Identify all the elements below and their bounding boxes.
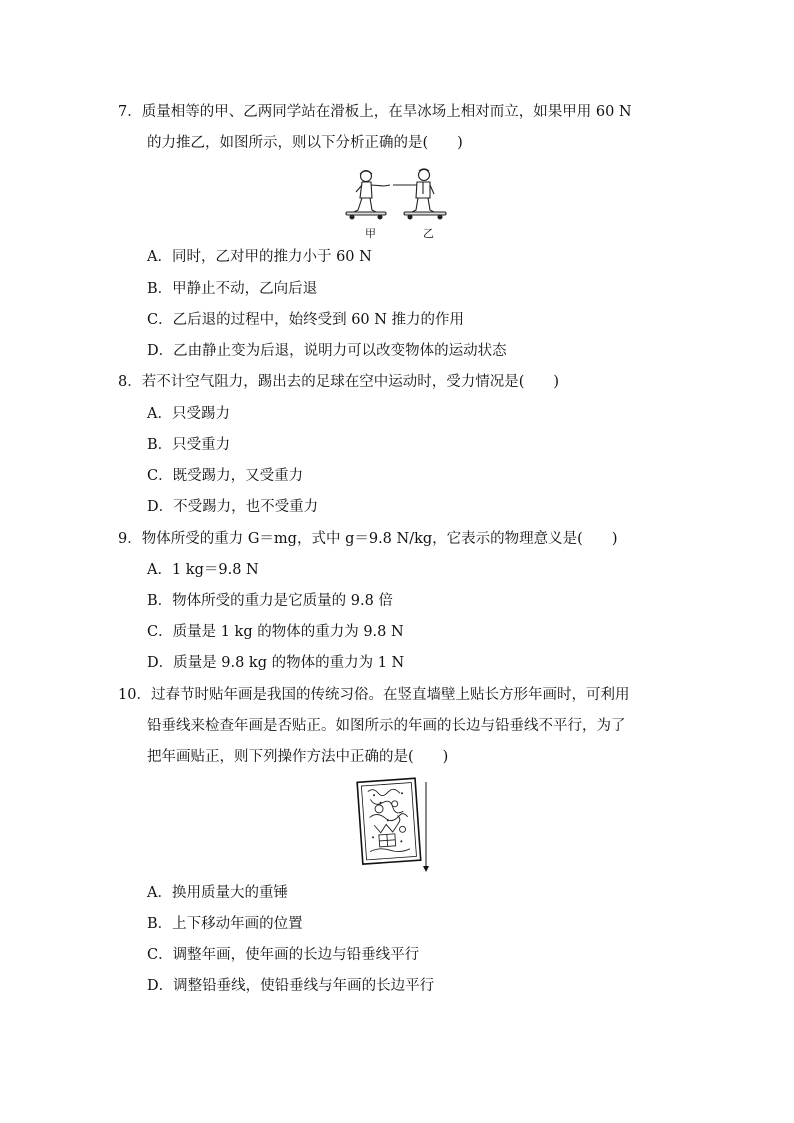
question-9-option-a[interactable]: A．1 kg＝9.8 N bbox=[147, 562, 259, 578]
question-10-stem-line-3: 把年画贴正，则下列操作方法中正确的是( ) bbox=[147, 749, 449, 765]
question-8-option-c[interactable]: C．既受踢力，又受重力 bbox=[147, 468, 304, 484]
question-7-option-a[interactable]: A．同时，乙对甲的推力小于 60 N bbox=[147, 249, 372, 265]
question-7-stem-text-1: 质量相等的甲、乙两同学站在滑板上，在旱冰场上相对而立，如果甲用 60 N bbox=[141, 104, 632, 120]
skateboard-push-figure bbox=[338, 166, 458, 228]
question-8-stem-line-1 bbox=[118, 372, 559, 392]
question-9-stem-text-1: 物体所受的重力 G＝mg，式中 g＝9.8 N/kg，它表示的物理意义是( ) bbox=[141, 531, 618, 547]
question-10-stem-line-1 bbox=[118, 685, 629, 705]
question-10-option-b[interactable]: B．上下移动年画的位置 bbox=[147, 916, 303, 932]
question-7-option-d[interactable]: D．乙由静止变为后退，说明力可以改变物体的运动状态 bbox=[147, 343, 507, 359]
question-8-number: 8． bbox=[118, 374, 142, 390]
question-10-option-a[interactable]: A．换用质量大的重锤 bbox=[147, 885, 288, 901]
question-9-number: 9． bbox=[118, 531, 142, 547]
question-8-stem-text-1: 若不计空气阻力，踢出去的足球在空中运动时，受力情况是( ) bbox=[141, 374, 560, 390]
question-9-stem-line-1 bbox=[118, 529, 617, 549]
question-10-number: 10． bbox=[118, 687, 151, 703]
question-9-option-d[interactable]: D．质量是 9.8 kg 的物体的重力为 1 N bbox=[147, 655, 405, 671]
question-9-option-c[interactable]: C．质量是 1 kg 的物体的重力为 9.8 N bbox=[147, 624, 404, 640]
question-7-option-b[interactable]: B．甲静止不动，乙向后退 bbox=[147, 281, 318, 297]
question-8-option-d[interactable]: D．不受踢力，也不受重力 bbox=[147, 499, 319, 515]
question-7-option-c[interactable]: C．乙后退的过程中，始终受到 60 N 推力的作用 bbox=[147, 312, 465, 328]
question-7-stem-line-1 bbox=[118, 102, 632, 122]
question-9-option-b[interactable]: B．物体所受的重力是它质量的 9.8 倍 bbox=[147, 593, 393, 609]
question-8-option-a[interactable]: A．只受踢力 bbox=[147, 406, 230, 422]
question-7-stem-line-2: 的力推乙，如图所示，则以下分析正确的是( ) bbox=[147, 135, 463, 151]
figure-label-yi: 乙 bbox=[423, 227, 434, 240]
new-year-painting-figure bbox=[352, 776, 436, 876]
question-10-stem-line-2: 铅垂线来检查年画是否贴正。如图所示的年画的长边与铅垂线不平行，为了 bbox=[147, 718, 626, 734]
question-10-stem-text-1: 过春节时贴年画是我国的传统习俗。在竖直墙壁上贴长方形年画时，可利用 bbox=[150, 687, 630, 703]
question-10-option-d[interactable]: D．调整铅垂线，使铅垂线与年画的长边平行 bbox=[147, 978, 435, 994]
question-10-option-c[interactable]: C．调整年画，使年画的长边与铅垂线平行 bbox=[147, 947, 420, 963]
figure-label-jia: 甲 bbox=[365, 227, 376, 240]
question-7-number: 7． bbox=[118, 104, 142, 120]
question-8-option-b[interactable]: B．只受重力 bbox=[147, 437, 231, 453]
